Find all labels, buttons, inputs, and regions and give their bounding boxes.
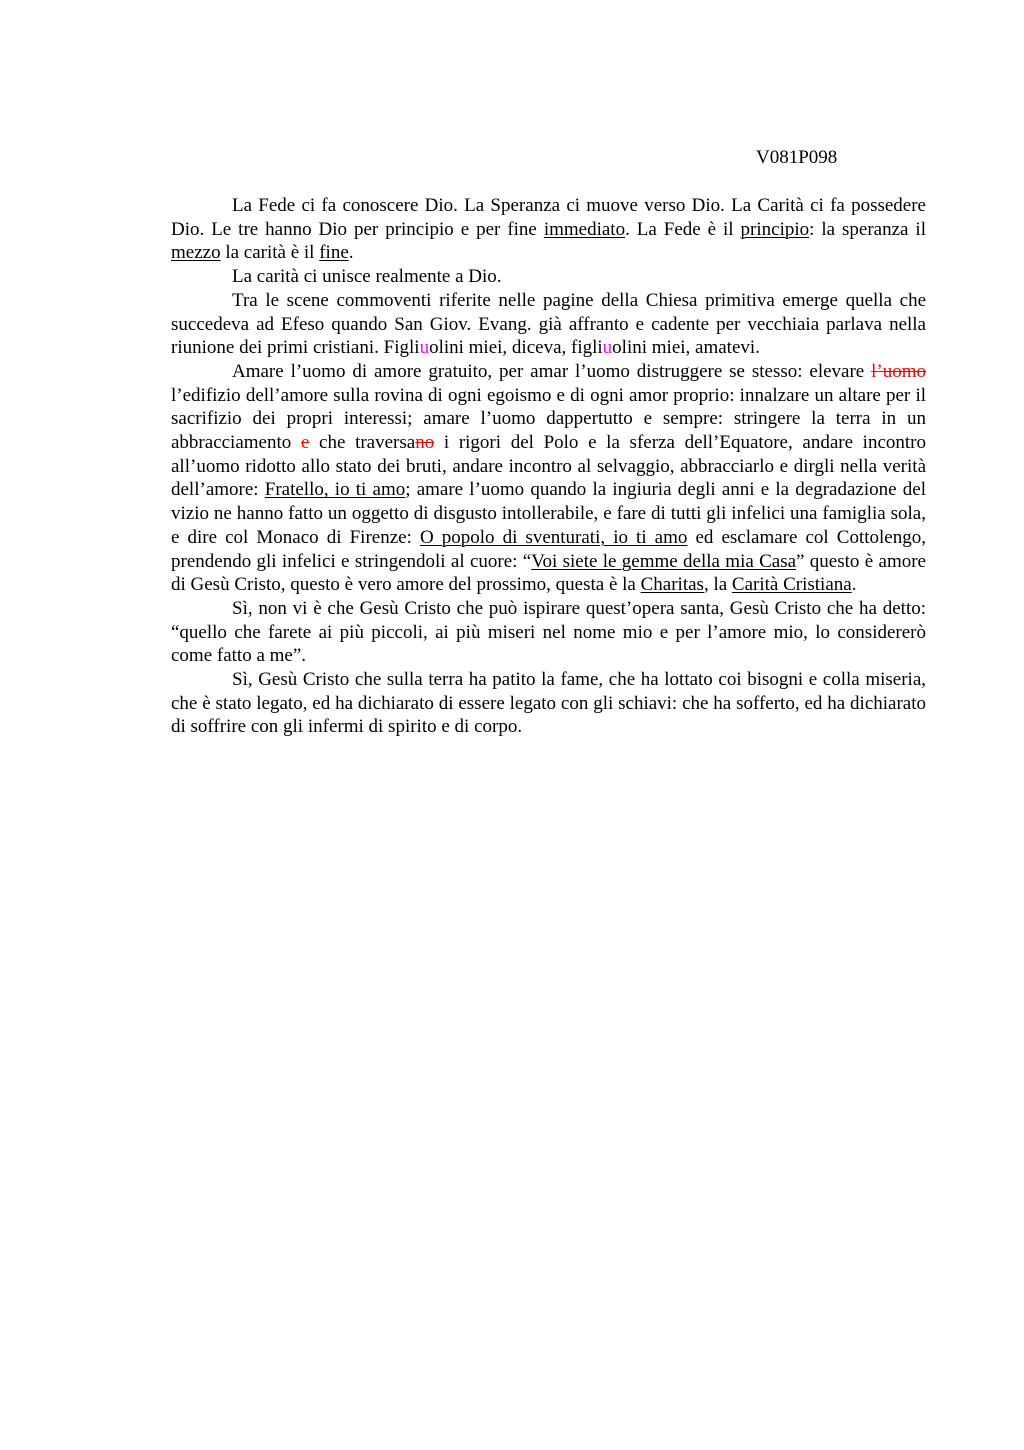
deleted-text: e <box>300 432 310 454</box>
text-run: . <box>348 242 354 264</box>
text-run: l’edifizio dell’amore sulla rovina di ogni egoismo e di ogni amor proprio: innalzare un altare per il sacrifizio dei propri interessi; amare l’uomo dappertutto e sempre: stringere la terra in un abbracciamento <box>171 384 926 454</box>
text-run: olini miei, amatevi. <box>612 337 760 359</box>
underlined-text: immediato <box>543 218 626 240</box>
underlined-text: principio <box>740 218 810 240</box>
text-run: Sì, non vi è che Gesù Cristo che può ispirare quest’opera santa, Gesù Cristo che ha detto: “quello che farete ai più piccoli, ai più miseri nel nome mio e per l’amore mio, lo considererò come fatto a me”. <box>171 597 926 667</box>
text-run: : la speranza il <box>809 218 926 240</box>
document-body <box>171 194 926 739</box>
deleted-text: no <box>415 432 435 454</box>
text-run: Tra le scene commoventi riferite nelle pagine della Chiesa primitiva emerge quella che succedeva ad Efeso quando San Giov. Evang. già affranto e cadente per vecchiaia parlava nella riunione dei primi cristiani. Figli <box>171 289 926 359</box>
text-run: Amare l’uomo di amore gratuito, per amar l’uomo distruggere se stesso: elevare <box>232 360 872 382</box>
paragraph-6 <box>171 668 926 739</box>
page-id: V081P098 <box>756 147 838 168</box>
underlined-text: Carità Cristiana <box>731 574 852 596</box>
text-run: ; amare l’uomo quando la ingiuria degli anni e la degradazione del vizio ne hanno fatto un oggetto di disgusto intollerabile, e fare di tutti gli infelici una famiglia sola, e dire col Monaco di Firenze: <box>171 479 926 548</box>
text-run: olini miei, diceva, figli <box>429 337 603 359</box>
paragraph-2 <box>171 265 926 289</box>
text-run: La carità ci unisce realmente a Dio. <box>232 266 502 288</box>
text-run: i rigori del Polo e la sferza dell’Equatore, andare incontro all’uomo ridotto allo stato dei bruti, andare incontro al selvaggio, abbracciarlo e dirgli nella verità dell’amore: <box>171 432 926 501</box>
deleted-text: l’uomo <box>871 360 926 382</box>
text-run: ed esclamare col Cottolengo, prendendo gli infelici e stringendoli al cuore: “ <box>171 526 926 572</box>
inserted-text: u <box>602 337 613 359</box>
underlined-text: O popolo di sventurati, io ti amo <box>419 526 688 548</box>
text-run: La Fede ci fa conoscere Dio. La Speranza ci muove verso Dio. La Carità ci fa possedere Dio. Le tre hanno Dio per principio e per fine <box>171 195 926 240</box>
text-run: che traversa <box>309 432 416 454</box>
text-run: . La Fede è il <box>625 218 741 240</box>
underlined-text: Voi siete le gemme della mia Casa <box>531 550 797 572</box>
underlined-text: fine <box>319 242 349 264</box>
inserted-text: u <box>419 337 430 359</box>
paragraph-3 <box>171 289 926 360</box>
paragraph-4 <box>171 360 926 597</box>
underlined-text: Fratello, io ti amo <box>264 479 406 501</box>
text-run: Sì, Gesù Cristo che sulla terra ha patito la fame, che ha lottato coi bisogni e colla miseria, che è stato legato, ed ha dichiarato di essere legato con gli schiavi: che ha sofferto, ed ha dichiarato di soffrire con gli infermi di spirito e di corpo. <box>171 669 926 738</box>
text-run: , la <box>703 574 732 596</box>
text-run: ” questo è amore di Gesù Cristo, questo è vero amore del prossimo, questa è la <box>171 550 926 596</box>
underlined-text: mezzo <box>171 242 221 264</box>
paragraph-1 <box>171 194 926 265</box>
text-run: la carità è il <box>220 242 320 264</box>
paragraph-5 <box>171 597 926 668</box>
underlined-text: Charitas <box>640 574 704 596</box>
text-run: . <box>851 574 857 596</box>
